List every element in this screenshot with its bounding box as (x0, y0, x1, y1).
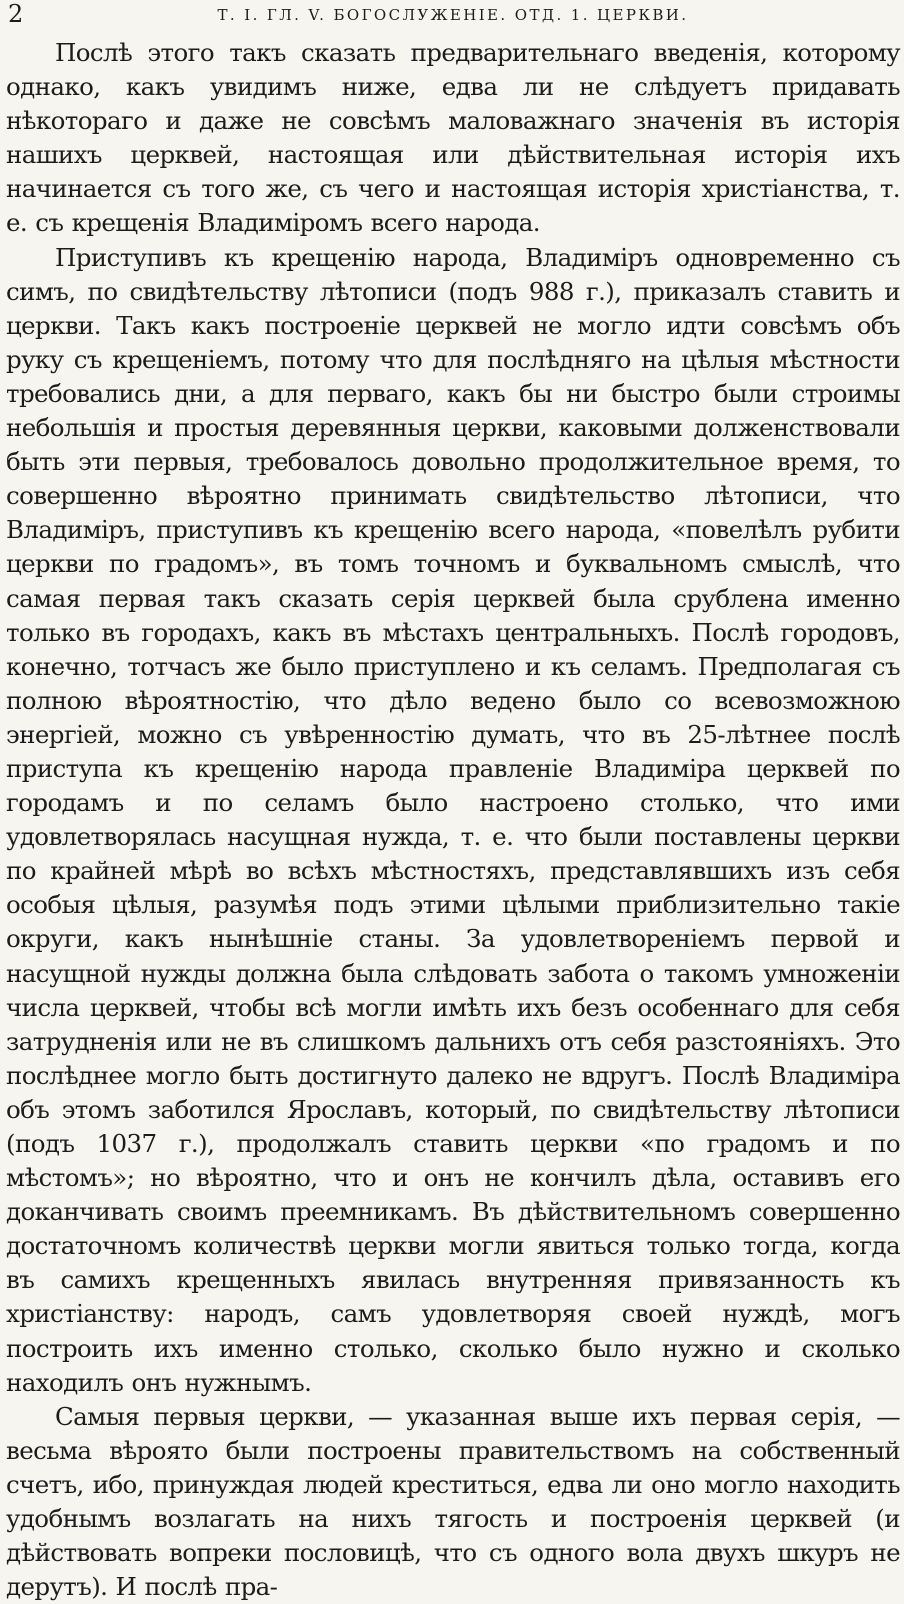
running-title: Т. I. ГЛ. V. БОГОСЛУЖЕНІЕ. ОТД. 1. ЦЕРКВИ. (217, 6, 689, 24)
page-number: 2 (8, 0, 24, 28)
page-header (6, 0, 900, 30)
body-text (6, 36, 900, 1604)
paragraph-3: Самыя первыя церкви, — указанная выше ихъ первая серія, — весьма вѣроято были построены правительствомъ на собственный счетъ, ибо, принуждая людей креститься, едва ли оно могло находить удобнымъ возлагать на нихъ тягость и построенія церквей (и дѣйствовать вопреки пословицѣ, что съ одного вола двухъ шкуръ не дерутъ). И послѣ пра- (6, 1401, 900, 1602)
paragraph-1: Послѣ этого такъ сказать предварительнаго введенія, которому однако, какъ увидимъ ниже, едва ли не слѣдуетъ придавать нѣкотораго и даже не совсѣмъ маловажнаго значенія въ исторія нашихъ церквей, настоящая или дѣйствительная исторія ихъ начинается съ того же, съ чего и настоящая исторія христіанства, т. е. съ крещенія Владиміромъ всего народа. (6, 38, 900, 238)
paragraph-2: Приступивъ къ крещенію народа, Владиміръ одновременно съ симъ, по свидѣтельству лѣтописи (подъ 988 г.), приказалъ ставить и церкви. Такъ какъ построеніе церквей не могло идти совсѣмъ объ руку съ крещеніемъ, потому что для послѣдняго на цѣлыя мѣстности требовались дни, а для перваго, какъ бы ни быстро были строимы небольшія и простыя деревянныя церкви, каковыми долженствовали быть эти первыя, требовалось довольно продолжительное время, то совершенно вѣроятно принимать свидѣтельство лѣтописи, что Владиміръ, приступивъ къ крещенію всего народа, «повелѣлъ рубити церкви по градомъ», въ томъ точномъ и буквальномъ смыслѣ, что самая первая такъ сказать серія церквей была срублена именно только въ городахъ, какъ въ мѣстахъ центральныхъ. Послѣ городовъ, конечно, тотчасъ же было приступлено и къ селамъ. Предполагая съ полною вѣроятностію, что дѣло ведено было со всевозможною энергіей, можно съ увѣренностію думать, что въ 25-лѣтнее послѣ приступа къ крещенію народа правленіе Владиміра церквей по городамъ и по селамъ было настроено столько, что ими удовлетворялась насущная нужда, т. е. что были поставлены церкви по крайней мѣрѣ во всѣхъ мѣстностяхъ, представлявшихъ изъ себя особыя цѣлыя, разумѣя подъ этими цѣлыми приблизительно такіе округи, какъ нынѣшніе станы. За удовлетвореніемъ первой и насущной нужды должна была слѣдовать забота о такомъ умноженіи числа церквей, чтобы всѣ могли имѣть ихъ безъ особеннаго для себя затрудненія или не въ слишкомъ дальнихъ отъ себя разстояніяхъ. Это послѣднее могло быть достигнуто далеко не вдругъ. Послѣ Владиміра объ этомъ заботился Ярославъ, который, по свидѣтельству лѣтописи (подъ 1037 г.), продолжалъ ставить церкви «по градомъ и по мѣстомъ»; но вѣроятно, что и онъ не кончилъ дѣла, оставивъ его доканчивать своимъ преемникамъ. Въ дѣйствительномъ совершенно достаточномъ количествѣ церкви могли явиться только тогда, когда въ самихъ крещенныхъ явилась внутренняя привязанность къ христіанству: народъ, самъ удовлетворяя своей нуждѣ, могъ построить ихъ именно столько, сколько было нужно и сколько находилъ онъ нужнымъ. (6, 242, 900, 1397)
